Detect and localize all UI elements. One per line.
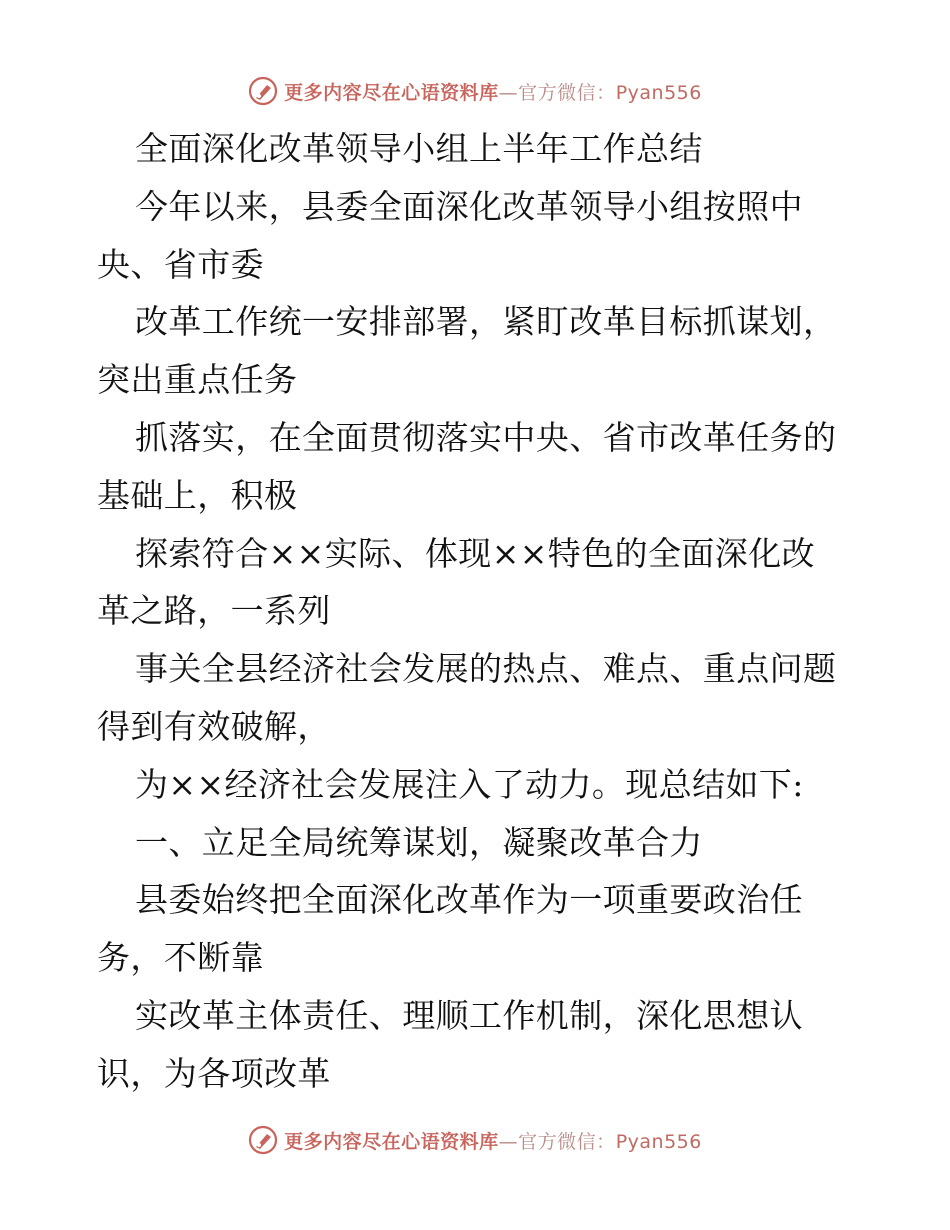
paragraph-line: 事关全县经济社会发展的热点、难点、重点问题 [135, 649, 837, 689]
watermark-wechat-id: Pyan556 [615, 81, 702, 104]
watermark-site: 更多内容尽在心语资料库 [284, 81, 499, 104]
paragraph-line: 县委始终把全面深化改革作为一项重要政治任 [135, 880, 803, 920]
section-heading: 一、立足全局统筹谋划，凝聚改革合力 [135, 822, 703, 862]
paragraph-line: 今年以来，县委全面深化改革领导小组按照中 [135, 186, 803, 226]
paragraph-line: 改革工作统一安排部署，紧盯改革目标抓谋划， [135, 302, 837, 342]
document-title: 全面深化改革领导小组上半年工作总结 [135, 129, 703, 168]
paragraph-line: 基础上，积极 [97, 475, 298, 515]
paragraph-line: 革之路，一系列 [97, 591, 331, 631]
document-body [97, 120, 857, 1103]
watermark-text [284, 78, 702, 105]
watermark-wechat-id: Pyan556 [615, 1130, 702, 1153]
paragraph-line: 抓落实，在全面贯彻落实中央、省市改革任务的 [135, 417, 837, 457]
paragraph-line: 实改革主体责任、理顺工作机制，深化思想认 [135, 995, 803, 1035]
pen-nib-logo-icon [248, 1125, 278, 1155]
pen-nib-logo-icon [248, 76, 278, 106]
paragraph-line: 务，不断靠 [97, 938, 264, 978]
paragraph-line: 为××经济社会发展注入了动力。现总结如下: [135, 764, 804, 804]
watermark-separator: — [498, 81, 519, 104]
watermark-site: 更多内容尽在心语资料库 [284, 1130, 499, 1153]
watermark-official-label: 官方微信： [518, 81, 616, 104]
header-watermark [0, 71, 950, 111]
paragraph-line: 得到有效破解， [97, 706, 331, 746]
paragraph-line: 突出重点任务 [97, 360, 298, 400]
paragraph-line: 识，为各项改革 [97, 1053, 331, 1093]
footer-watermark [0, 1120, 950, 1160]
paragraph-line: 探索符合××实际、体现××特色的全面深化改 [135, 533, 816, 573]
watermark-separator: — [498, 1130, 519, 1153]
watermark-text [284, 1127, 702, 1154]
watermark-official-label: 官方微信： [518, 1130, 616, 1153]
paragraph-line: 央、省市委 [97, 244, 264, 284]
